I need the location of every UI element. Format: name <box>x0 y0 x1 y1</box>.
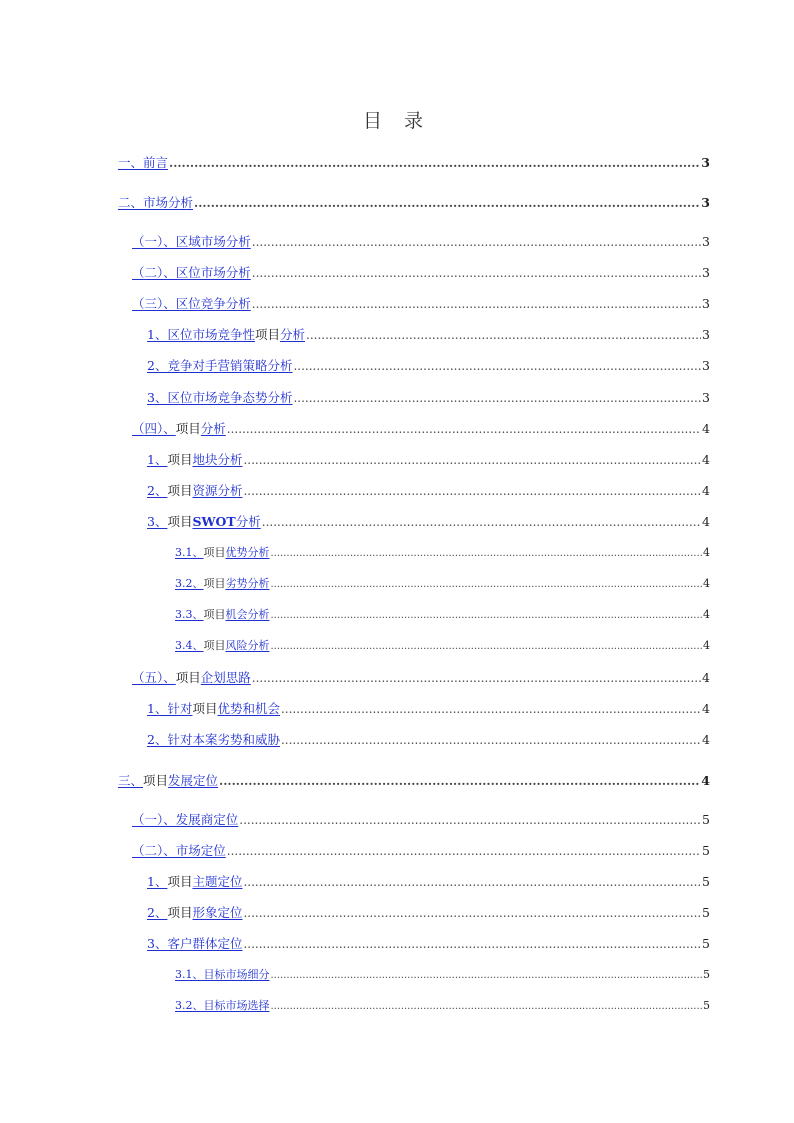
toc-page-number: 3 <box>702 327 710 342</box>
toc-entry[interactable] <box>118 193 710 213</box>
toc-leader-dots <box>243 481 701 501</box>
toc-page-number: 5 <box>703 968 710 981</box>
toc-page-number: 4 <box>703 546 710 559</box>
toc-entry-text: 项目 <box>167 452 193 467</box>
toc-page-number: 3 <box>701 195 710 210</box>
toc-page-number: 3 <box>701 155 710 170</box>
toc-entry[interactable] <box>132 232 710 252</box>
toc-leader-dots <box>252 232 701 252</box>
toc-entry-link-text[interactable]: 企划思路 <box>200 670 251 685</box>
toc-entry[interactable] <box>147 356 710 376</box>
toc-leader-dots <box>239 810 701 830</box>
toc-entry-text: 项目 <box>167 874 193 889</box>
toc-entry[interactable] <box>132 810 710 830</box>
toc-entry-link-text[interactable]: 1、针对 <box>147 701 193 716</box>
toc-entry-link-text[interactable]: 劣势分析 <box>225 577 270 590</box>
toc-entry-link-text[interactable]: 主题定位 <box>192 874 243 889</box>
toc-leader-dots <box>293 356 701 376</box>
toc-leader-dots <box>227 841 701 861</box>
toc-entry-link-text[interactable]: （一）、区域市场分析 <box>132 234 251 249</box>
toc-page-number: 4 <box>702 421 710 436</box>
toc-leader-dots <box>271 606 703 626</box>
toc-entry-text: 项目 <box>254 327 280 342</box>
toc-leader-dots <box>169 153 700 173</box>
toc-entry[interactable] <box>175 574 710 594</box>
toc-entry-link-text[interactable]: 资源分析 <box>192 483 243 498</box>
toc-entry-link-text[interactable]: 地块分析 <box>192 452 243 467</box>
toc-entry-link-text[interactable]: 1、区位市场竞争性 <box>147 327 255 342</box>
toc-entry-link-text[interactable]: 二、市场分析 <box>118 195 194 210</box>
toc-page-number: 4 <box>702 483 710 498</box>
toc-page-number: 4 <box>702 514 710 529</box>
toc-entry-link-text[interactable]: （四）、 <box>132 421 176 436</box>
toc-page-number: 3 <box>702 234 710 249</box>
toc-entry-link-text[interactable]: 一、前言 <box>118 155 169 170</box>
toc-entry-link-text[interactable]: （一）、发展商定位 <box>132 812 239 827</box>
toc-page-number: 4 <box>701 773 710 788</box>
toc-page-number: 5 <box>702 936 710 951</box>
toc-entry-text: 项目 <box>143 773 169 788</box>
toc-entry-link-text[interactable]: 3、区位市场竞争态势分析 <box>147 390 293 405</box>
toc-entry-link-text[interactable]: 2、针对本案劣势和威胁 <box>147 732 280 747</box>
toc-entry-link-text[interactable]: 分析 <box>235 514 261 529</box>
toc-entry-text: 项目 <box>175 421 201 436</box>
toc-page-number: 3 <box>702 296 710 311</box>
toc-entry[interactable] <box>175 605 710 625</box>
toc-leader-dots <box>252 294 701 314</box>
toc-entry[interactable] <box>132 294 710 314</box>
toc-entry-link-text[interactable]: 1、 <box>147 874 168 889</box>
toc-leader-dots <box>243 872 701 892</box>
toc-entry-link-text[interactable]: 分析 <box>200 421 226 436</box>
toc-entry-link-text[interactable]: （二）、区位市场分析 <box>132 265 251 280</box>
toc-entry[interactable] <box>147 934 710 954</box>
toc-entry-link-text[interactable]: （二）、市场定位 <box>132 843 226 858</box>
toc-page-number: 3 <box>702 390 710 405</box>
toc-entry-link-text[interactable]: 2、竞争对手营销策略分析 <box>147 358 293 373</box>
toc-leader-dots <box>243 450 701 470</box>
toc-entry-text: 项目 <box>203 546 226 559</box>
toc-entry[interactable] <box>132 841 710 861</box>
toc-entry-text: 项目 <box>192 701 218 716</box>
toc-entry-link-text[interactable]: SWOT <box>192 514 236 529</box>
toc-entry-link-text[interactable]: 3.2、目标市场选择 <box>175 999 270 1012</box>
toc-entry-text: 项目 <box>167 905 193 920</box>
toc-entry-link-text[interactable]: 三、 <box>118 773 144 788</box>
toc-entry[interactable] <box>175 543 710 563</box>
toc-page-number: 4 <box>702 452 710 467</box>
toc-entry[interactable] <box>147 388 710 408</box>
toc-page-number: 4 <box>702 701 710 716</box>
toc-entry-link-text[interactable]: 3.2、 <box>175 577 204 590</box>
toc-leader-dots <box>306 325 701 345</box>
toc-entry[interactable] <box>147 903 710 923</box>
toc-entry[interactable] <box>175 996 710 1016</box>
toc-entry-link-text[interactable]: 优势和机会 <box>217 701 280 716</box>
toc-leader-dots <box>271 637 703 657</box>
toc-entry[interactable] <box>147 730 710 750</box>
toc-page-number: 4 <box>703 639 710 652</box>
toc-entry[interactable] <box>147 450 710 470</box>
toc-leader-dots <box>271 997 703 1017</box>
toc-page-number: 5 <box>702 905 710 920</box>
toc-page-number: 3 <box>702 358 710 373</box>
toc-entry-link-text[interactable]: 1、 <box>147 452 168 467</box>
toc-entry[interactable] <box>132 419 710 439</box>
toc-entry-link-text[interactable]: 2、 <box>147 905 168 920</box>
toc-page-number: 5 <box>702 812 710 827</box>
toc-leader-dots <box>281 730 701 750</box>
toc-entry-text: 项目 <box>203 577 226 590</box>
toc-entry-link-text[interactable]: 3.4、 <box>175 639 204 652</box>
toc-page-number: 4 <box>703 577 710 590</box>
toc-entry-text: 项目 <box>167 514 193 529</box>
toc-leader-dots <box>219 771 700 791</box>
toc-page-number: 4 <box>702 732 710 747</box>
toc-page-number: 5 <box>703 999 710 1012</box>
toc-entry-link-text[interactable]: 分析 <box>279 327 305 342</box>
toc-entry-text: 项目 <box>167 483 193 498</box>
toc-leader-dots <box>243 903 701 923</box>
toc-leader-dots <box>271 575 703 595</box>
toc-entry-link-text[interactable]: 3、客户群体定位 <box>147 936 243 951</box>
toc-entry-link-text[interactable]: 3、 <box>147 514 168 529</box>
toc-leader-dots <box>252 263 701 283</box>
toc-entry[interactable] <box>147 512 710 532</box>
toc-leader-dots <box>271 544 703 564</box>
toc-leader-dots <box>271 966 703 986</box>
toc-entry-link-text[interactable]: 风险分析 <box>225 639 270 652</box>
toc-entry-link-text[interactable]: 3.3、 <box>175 608 204 621</box>
toc-entry[interactable] <box>132 263 710 283</box>
toc-entry[interactable] <box>132 668 710 688</box>
page-title: 目 录 <box>362 110 432 132</box>
toc-leader-dots <box>262 512 701 532</box>
toc-leader-dots <box>293 388 701 408</box>
toc-page-number: 3 <box>702 265 710 280</box>
toc-entry-link-text[interactable]: （三）、区位竞争分析 <box>132 296 251 311</box>
toc-page-number: 4 <box>702 670 710 685</box>
toc-leader-dots <box>227 419 701 439</box>
toc-entry-text: 项目 <box>203 608 226 621</box>
toc-entry[interactable] <box>175 965 710 985</box>
toc-leader-dots <box>243 934 701 954</box>
toc-leader-dots <box>252 668 701 688</box>
toc-entry[interactable] <box>118 153 710 173</box>
toc-entry[interactable] <box>147 872 710 892</box>
toc-entry[interactable] <box>147 325 710 345</box>
toc-page-number: 5 <box>702 843 710 858</box>
toc-entry[interactable] <box>118 771 710 791</box>
toc-entry[interactable] <box>147 481 710 501</box>
toc-entry-link-text[interactable]: 2、 <box>147 483 168 498</box>
toc-entry-link-text[interactable]: 3.1、 <box>175 546 204 559</box>
toc-entry-link-text[interactable]: 优势分析 <box>225 546 270 559</box>
toc-entry-link-text[interactable]: 机会分析 <box>225 608 270 621</box>
toc-leader-dots <box>281 699 701 719</box>
toc-leader-dots <box>194 193 700 213</box>
toc-entry[interactable] <box>175 636 710 656</box>
toc-page-number: 5 <box>702 874 710 889</box>
toc-entry-link-text[interactable]: 发展定位 <box>168 773 219 788</box>
toc-entry-text: 项目 <box>203 639 226 652</box>
toc-page-number: 4 <box>703 608 710 621</box>
toc-entry-link-text[interactable]: 形象定位 <box>192 905 243 920</box>
toc-entry-link-text[interactable]: 3.1、目标市场细分 <box>175 968 270 981</box>
toc-entry-text: 项目 <box>175 670 201 685</box>
toc-entry-link-text[interactable]: （五）、 <box>132 670 176 685</box>
toc-entry[interactable] <box>147 699 710 719</box>
